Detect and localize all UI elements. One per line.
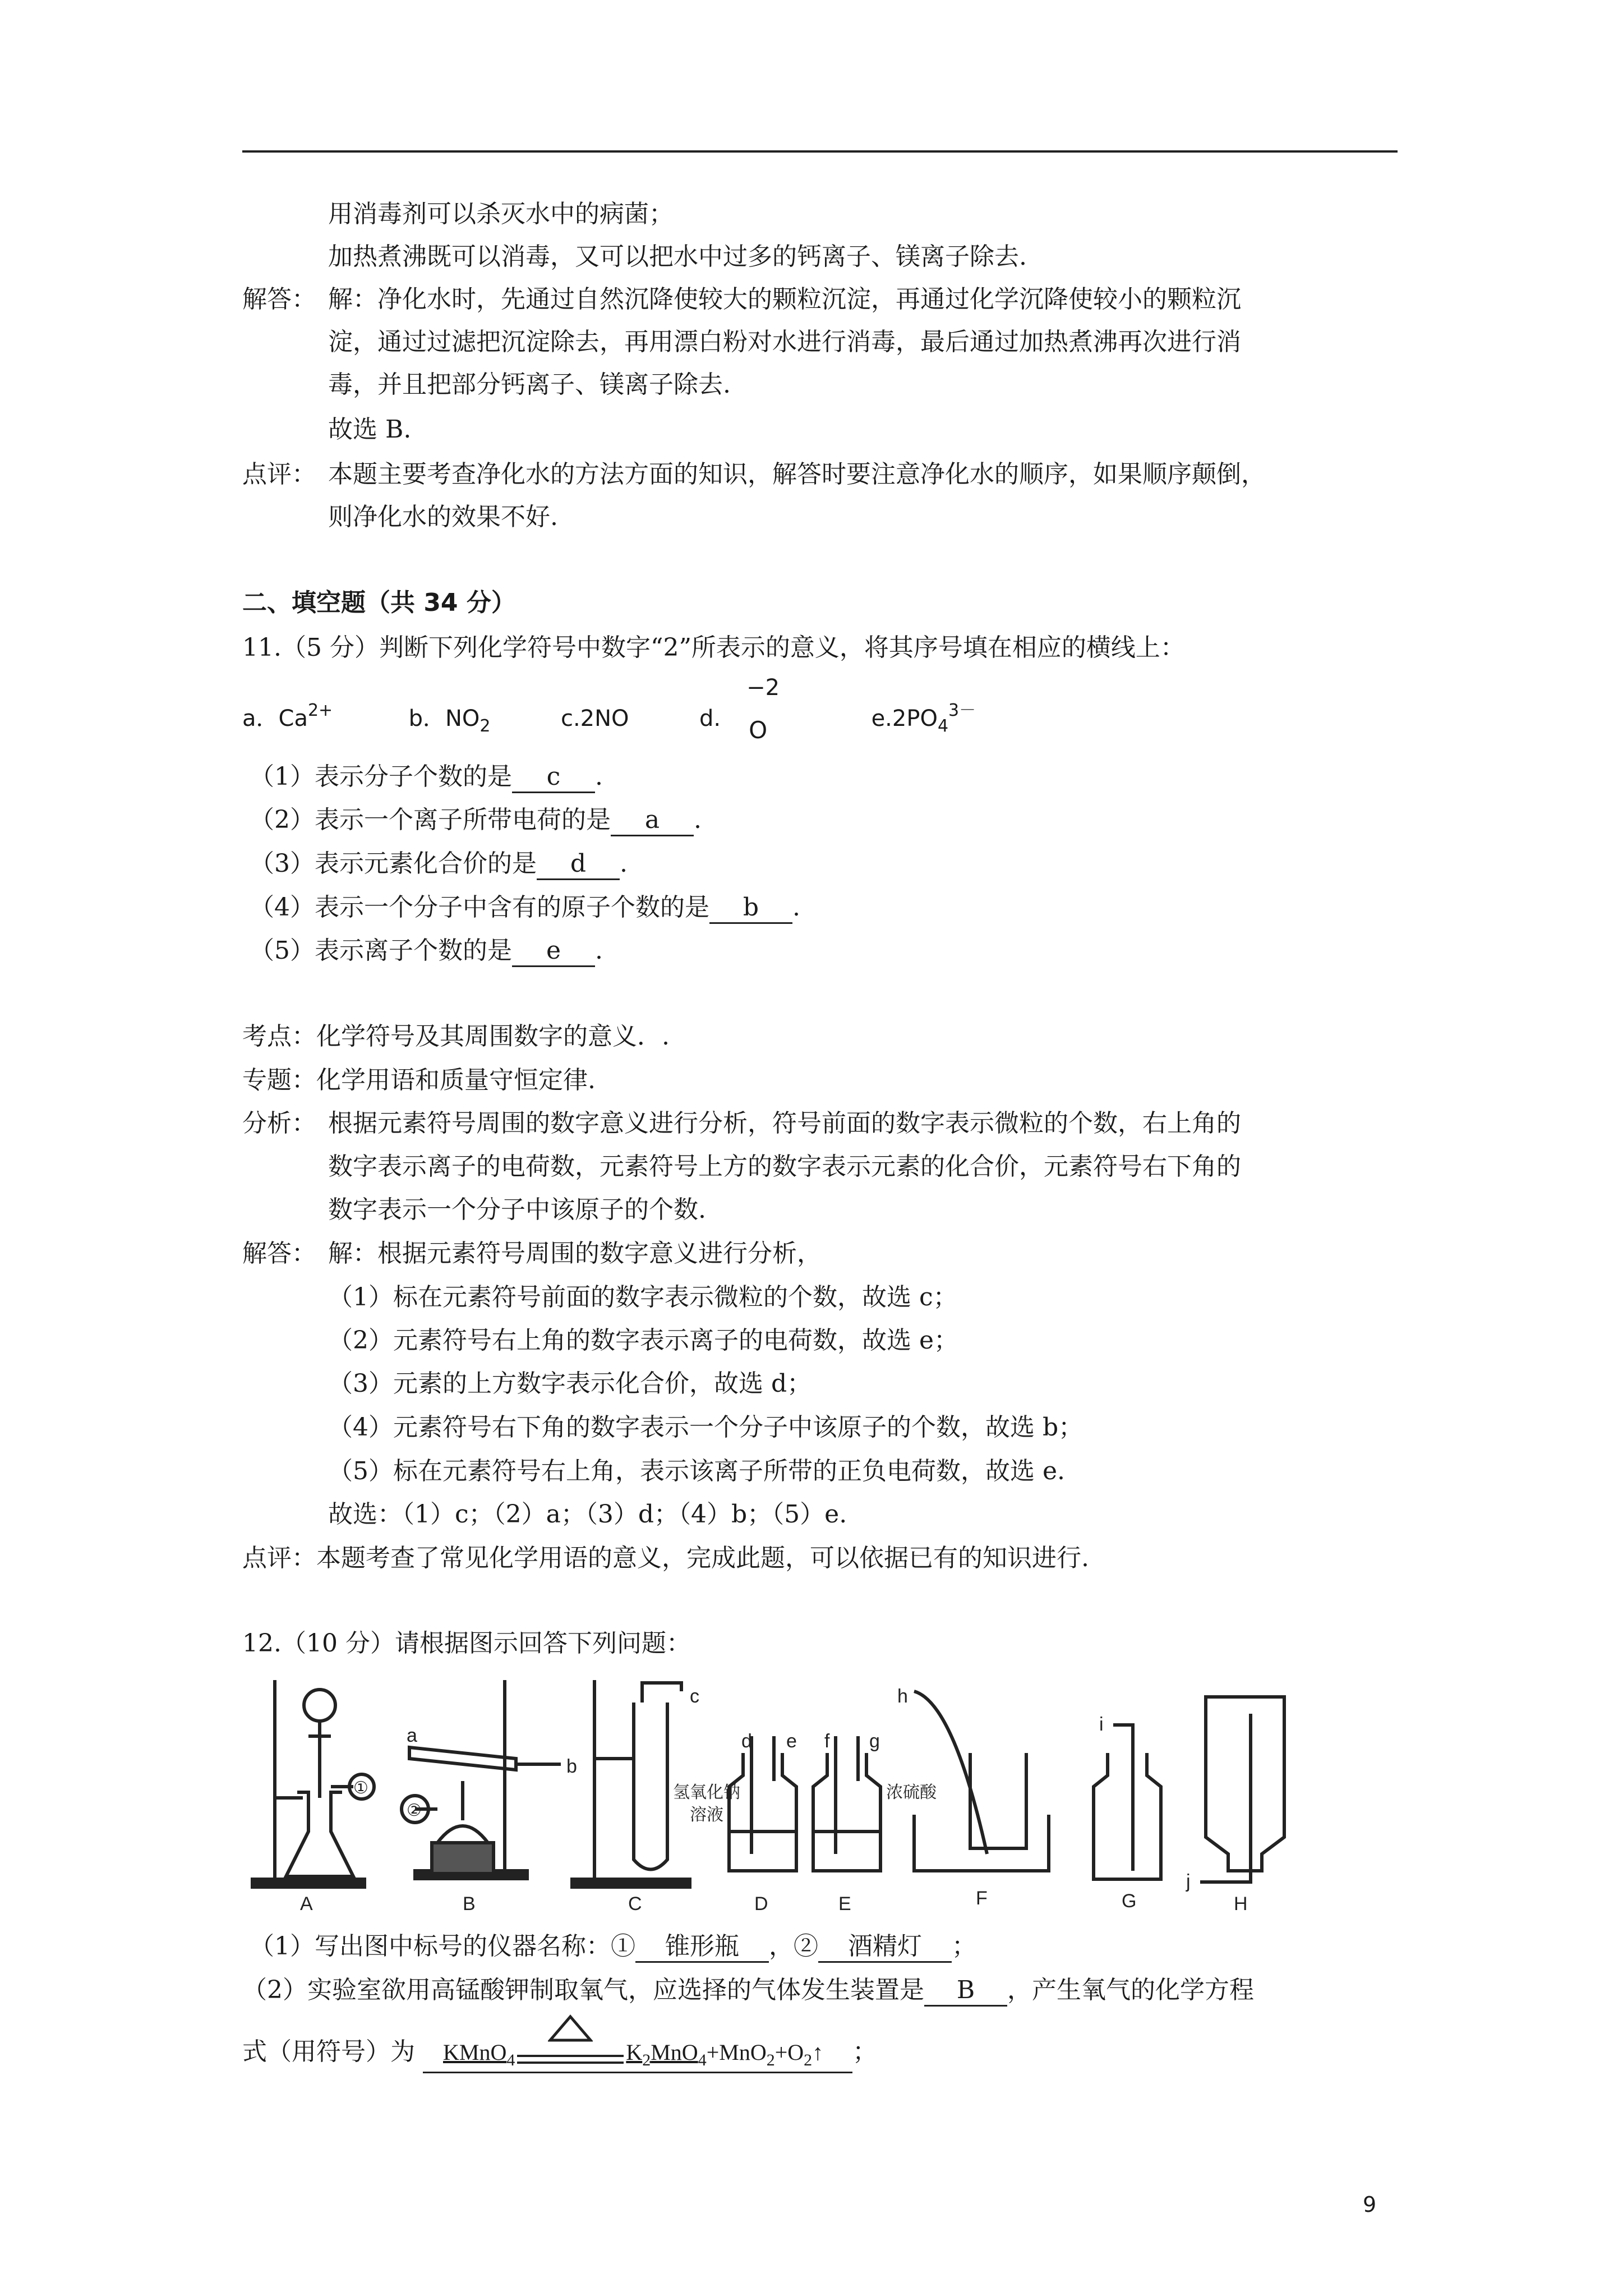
q11-options [242,675,976,744]
jieda-line-2: （1）标在元素符号前面的数字表示微粒的个数，故选 c； [328,1283,958,1312]
label-F: F [976,1888,988,1909]
fenxi-line-1: 根据元素符号周围的数字意义进行分析，符号前面的数字表示微粒的个数，右上角的 [328,1109,1241,1138]
label-i: i [1099,1714,1104,1735]
q10-comment-line-1: 本题主要考查净化水的方法方面的知识，解答时要注意净化水的顺序，如果顺序颠倒， [328,460,1266,489]
dianping: 点评：本题考查了常见化学用语的意义，完成此题，可以依据已有的知识进行. [242,1544,1089,1572]
q12-part-1: （1）写出图中标号的仪器名称：① 锥形瓶 ，② 酒精灯 ； [250,1930,976,1963]
q11-item-4: （4）表示一个分子中含有的原子个数的是 b . [250,891,800,924]
heat-equals-sign [517,2038,624,2072]
q11-item-2: （2）表示一个离子所带电荷的是 a . [250,803,702,837]
jieda-line-7: 故选：（1）c；（2）a；（3）d；（4）b；（5）e. [328,1500,847,1529]
label-H: H [1234,1893,1248,1915]
label-C: C [628,1893,642,1915]
q12-part-3: 式（用符号）为 KMnO$_4$ $K_2MnO_4+MnO_2+O_2↑$ ； [242,2035,877,2073]
jieda-line-3: （2）元素符号右上角的数字表示离子的电荷数，故选 e； [328,1326,959,1355]
label-solution: 溶液 [690,1805,723,1825]
label-e: e [786,1731,797,1752]
label-E: E [838,1893,851,1915]
equation-blank[interactable]: KMnO$_4$ $K_2MnO_4+MnO_2+O_2↑$ [423,2038,852,2073]
q12-stem: 12.（10 分）请根据图示回答下列问题： [242,1629,691,1658]
answer-blank[interactable]: B [924,1976,1007,2007]
header-rule [242,150,1398,153]
q10-answer-line-2: 淀，通过过滤把沉淀除去，再用漂白粉对水进行消毒，最后通过加热煮沸再次进行消 [328,328,1241,356]
kaodian: 考点：化学符号及其周围数字的意义．. [242,1022,670,1051]
q12-part-2: （2）实验室欲用高锰酸钾制取氧气，应选择的气体发生装置是 B ，产生氧气的化学方程 [242,1973,1254,2007]
label-b: b [566,1756,577,1777]
apparatus-figure [247,1669,1324,1916]
jieda-line-5: （4）元素符号右下角的数字表示一个分子中该原子的个数，故选 b； [328,1413,1083,1442]
intro-line-1: 用消毒剂可以杀灭水中的病菌； [328,200,674,228]
label-G: G [1122,1890,1137,1912]
label-circle-2: ② [407,1801,422,1820]
answer-blank[interactable]: 酒精灯 [818,1932,952,1963]
label-g: g [869,1731,880,1752]
q11-item-3: （3）表示元素化合价的是 d . [250,847,628,881]
q11-item-5: （5）表示离子个数的是 e . [250,934,603,968]
label-d: d [741,1731,752,1752]
intro-line-2: 加热煮沸既可以消毒，又可以把水中过多的钙离子、镁离子除去. [328,242,1027,271]
zhuanti: 专题：化学用语和质量守恒定律. [242,1066,596,1094]
answer-blank[interactable]: b [709,893,792,924]
q10-answer-line-4: 故选 B. [328,415,412,444]
label-j: j [1186,1871,1191,1892]
label-D: D [754,1893,768,1915]
option-b: b．$NO_2$ [408,706,491,736]
page-number: 9 [1363,2192,1377,2217]
answer-blank[interactable]: d [537,849,620,880]
answer-blank[interactable]: c [512,762,595,793]
answer-blank[interactable]: 锥形瓶 [635,1932,769,1963]
q10-answer-line-3: 毒，并且把部分钙离子、镁离子除去. [328,370,731,399]
q10-comment-label: 点评： [242,460,316,489]
q10-comment-line-2: 则净化水的效果不好. [328,503,558,531]
fenxi-label: 分析： [242,1109,316,1138]
label-B: B [463,1893,476,1915]
fenxi-line-2: 数字表示离子的电荷数，元素符号上方的数字表示元素的化合价，元素符号右下角的 [328,1152,1241,1181]
fenxi-line-3: 数字表示一个分子中该原子的个数. [328,1195,706,1224]
label-f: f [824,1731,830,1752]
jieda-line-4: （3）元素的上方数字表示化合价，故选 d； [328,1369,812,1398]
label-h: h [897,1686,908,1707]
option-d: d. −2 O [699,675,780,744]
label-naoh: 氢氧化钠 [673,1783,740,1802]
jieda-line-6: （5）标在元素符号右上角，表示该离子所带的正负电荷数，故选 e. [328,1457,1066,1485]
section-title: 二、填空题（共 34 分） [242,588,516,617]
answer-blank[interactable]: a [611,806,694,836]
up-arrow-icon: ↑ [812,2040,824,2065]
option-a: a．$Ca^{2+}$ [242,701,333,731]
label-c: c [690,1686,699,1707]
q11-stem: 11.（5 分）判断下列化学符号中数字“2”所表示的意义，将其序号填在相应的横线上： [242,633,1185,662]
option-c: c.2NO [560,706,629,731]
q11-item-1: （1）表示分子个数的是 c . [250,760,603,794]
jieda-label: 解答： [242,1239,316,1268]
label-acid: 浓硫酸 [886,1783,937,1802]
jieda-line-1: 解：根据元素符号周围的数字意义进行分析， [328,1239,822,1268]
q10-answer-line-1: 解：净化水时，先通过自然沉降使较大的颗粒沉淀，再通过化学沉降使较小的颗粒沉 [328,285,1241,314]
answer-blank[interactable]: e [512,936,595,967]
label-a: a [407,1725,417,1746]
label-circle-1: ① [353,1779,368,1797]
q10-answer-label: 解答： [242,285,316,314]
label-A: A [300,1893,313,1915]
option-e: $e.2PO_4^{3-}$ [871,701,976,736]
